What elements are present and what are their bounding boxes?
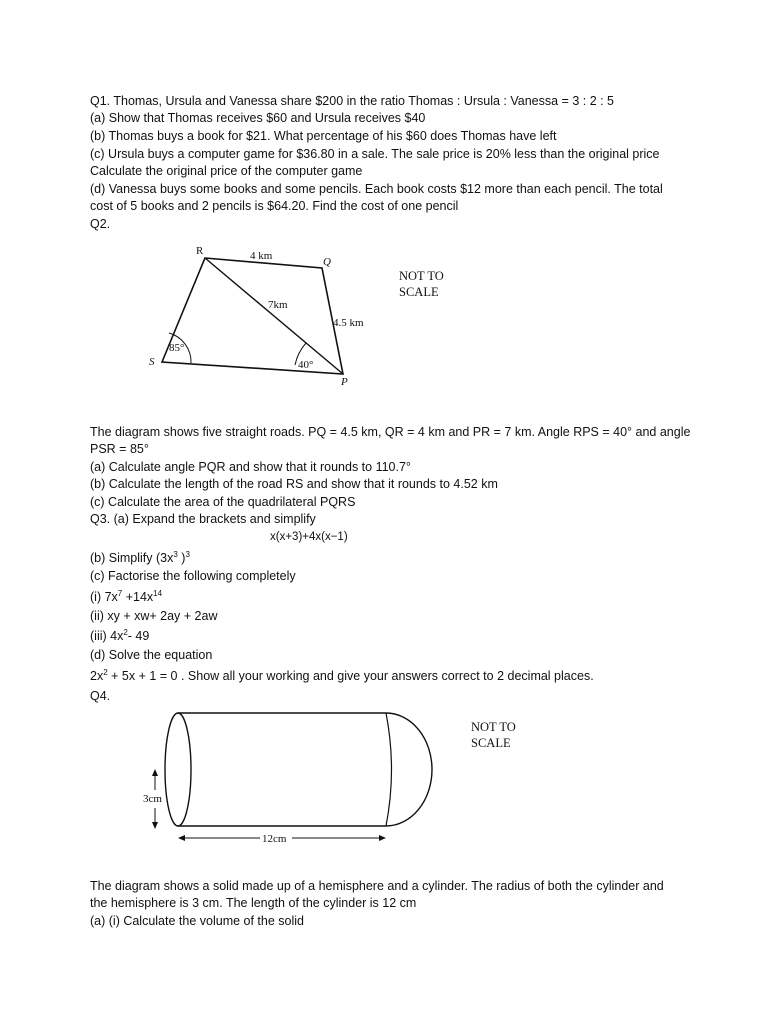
- q3-part-c: (c) Factorise the following completely: [90, 569, 296, 583]
- length-arrow-left-head: [178, 835, 185, 841]
- side-qp-label: 4.5 km: [333, 317, 364, 329]
- q1-part-b: (b) Thomas buys a book for $21. What percentage of his $60 does Thomas have left: [90, 129, 557, 143]
- not-to-scale-line2: SCALE: [471, 736, 511, 750]
- q1-part-a: (a) Show that Thomas receives $60 and Ursula receives $40: [90, 111, 426, 125]
- hemisphere-outline: [386, 713, 432, 826]
- q4-part-a-i: (a) (i) Calculate the volume of the solid: [90, 914, 304, 928]
- angle-s-label: 85°: [169, 342, 185, 354]
- not-to-scale-line2: SCALE: [399, 285, 439, 299]
- q3-part-c-iii: (iii) $4x^2-$ 49: [90, 628, 150, 643]
- q2-heading: Q2.: [90, 217, 111, 231]
- q1-part-c-line2: Calculate the original price of the computer game: [90, 164, 363, 178]
- q2-description-line1: The diagram shows five straight roads. PQ = 4.5 km, QR = 4 km and PR = 7 km. Angle RPS = 40° and angle: [90, 425, 691, 439]
- q4-heading: Q4.: [90, 689, 111, 703]
- q2-description-line2: PSR = 85°: [90, 442, 149, 456]
- q2-part-c: (c) Calculate the area of the quadrilateral PQRS: [90, 495, 356, 509]
- height-label: 3cm: [143, 793, 162, 805]
- vertex-s-label: S: [149, 356, 155, 368]
- not-to-scale-line1: NOT TO: [399, 269, 444, 283]
- q3-expression: x(x+3)+4x(x−1): [270, 531, 348, 543]
- q4-description-line2: the hemisphere is 3 cm. The length of the cylinder is 12 cm: [90, 896, 417, 910]
- q4-description-line1: The diagram shows a solid made up of a hemisphere and a cylinder. The radius of both the cylinder and: [90, 879, 664, 893]
- q3-part-d: (d) Solve the equation: [90, 648, 213, 662]
- q3-equation: $2x^2 + 5x + 1 = 0$ . Show all your working and give your answers correct to 2 decimal places.: [90, 668, 594, 683]
- q2-part-a: (a) Calculate angle PQR and show that it rounds to 110.7°: [90, 460, 411, 474]
- diagonal-rp-label: 7km: [268, 299, 288, 311]
- vertex-q-label: Q: [323, 256, 331, 268]
- q3-part-b: (b) Simplify ($3x^3$ )$^3$: [90, 550, 190, 565]
- height-arrow-down-head: [152, 822, 158, 829]
- length-arrow-right-head: [379, 835, 386, 841]
- height-arrow-up-head: [152, 769, 158, 776]
- q3-part-a: Q3. (a) Expand the brackets and simplify: [90, 512, 316, 526]
- q3-part-c-ii: (ii) xy + xw+ 2ay + 2aw: [90, 609, 218, 623]
- q3-part-c-i: (i) $7x^7 +14x^{14}$: [90, 589, 163, 604]
- vertex-r-label: R: [196, 245, 204, 257]
- q2-part-b: (b) Calculate the length of the road RS and show that it rounds to 4.52 km: [90, 477, 498, 491]
- q1-part-d-line1: (d) Vanessa buys some books and some pencils. Each book costs $12 more than each pencil. The total: [90, 182, 663, 196]
- length-label: 12cm: [262, 833, 287, 845]
- side-rq-label: 4 km: [250, 250, 273, 262]
- not-to-scale-line1: NOT TO: [471, 720, 516, 734]
- hemisphere-join-curve: [386, 713, 392, 826]
- q1-part-c-line1: (c) Ursula buys a computer game for $36.80 in a sale. The sale price is 20% less than the original price: [90, 147, 660, 161]
- q1-part-d-line2: cost of 5 books and 2 pencils is $64.20. Find the cost of one pencil: [90, 199, 459, 213]
- vertex-p-label: P: [341, 376, 348, 388]
- cylinder-end-face: [165, 713, 191, 826]
- angle-p-label: 40°: [298, 359, 314, 371]
- q1-intro: Q1. Thomas, Ursula and Vanessa share $200 in the ratio Thomas : Ursula : Vanessa = 3 : 2 : 5: [90, 94, 615, 108]
